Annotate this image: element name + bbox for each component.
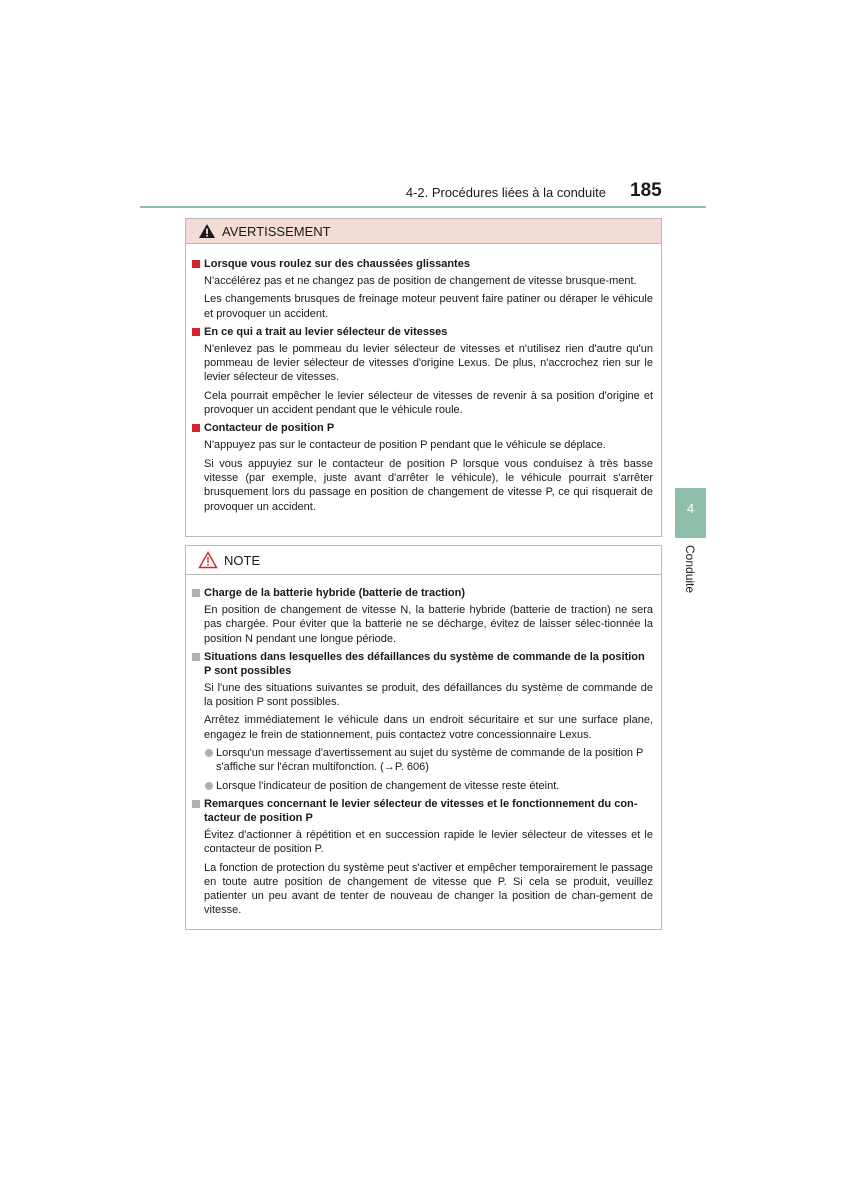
section-title: 4-2. Procédures liées à la conduite xyxy=(405,185,606,200)
chapter-tab xyxy=(675,488,706,538)
note-paragraph: La fonction de protection du système peut s'activer et empêcher temporairement le passage en toute autre position de changement de vitesse que P. Si cela se produit, veuillez patienter un peu avant de tenter de nouveau de changer la position de chan-gement de vitesse. xyxy=(204,861,653,917)
note-bullet: Lorsque l'indicateur de position de changement de vitesse reste éteint. xyxy=(192,779,653,793)
note-bullet: Lorsqu'un message d'avertissement au sujet du système de commande de la position P s'affiche sur l'écran multifonction. (→P. 606) xyxy=(192,746,653,775)
warning-triangle-icon xyxy=(198,223,216,239)
warning-paragraph: N'enlevez pas le pommeau du levier sélecteur de vitesses et n'utilisez rien d'autre qu'un pommeau de levier sélecteur de vitesses d'origine Lexus. De plus, n'accrochez rien sur le levier sélecteur de vitesses. xyxy=(204,342,653,384)
page-number: 185 xyxy=(630,180,662,201)
square-bullet-icon xyxy=(192,260,200,268)
caution-triangle-icon xyxy=(198,551,218,569)
square-bullet-icon xyxy=(192,800,200,808)
note-title: NOTE xyxy=(224,552,261,568)
warning-item-title: Lorsque vous roulez sur des chaussées glissantes xyxy=(192,257,653,271)
warning-paragraph: N'appuyez pas sur le contacteur de position P pendant que le véhicule se déplace. xyxy=(204,439,606,452)
note-body xyxy=(186,586,661,922)
warning-body xyxy=(186,257,661,518)
square-bullet-icon xyxy=(192,424,200,432)
round-bullet-icon xyxy=(205,782,213,790)
chapter-number: 4 xyxy=(686,501,695,516)
square-bullet-icon xyxy=(192,653,200,661)
square-bullet-icon xyxy=(192,328,200,336)
note-paragraph: En position de changement de vitesse N, la batterie hybride (batterie de traction) ne sera pas chargée. Pour éviter que la batterie ne se décharge, évitez de laisser sélec-tionnée la position N pendant une longue période. xyxy=(204,604,653,645)
chapter-label: Conduite xyxy=(683,545,697,594)
warning-paragraph: Cela pourrait empêcher le levier sélecteur de vitesses de revenir à sa position d'origine et provoquer un accident pendant que le véhicule roule. xyxy=(204,389,653,417)
warning-item-title: Contacteur de position P xyxy=(192,421,653,435)
warning-item-title: En ce qui a trait au levier sélecteur de vitesses xyxy=(192,325,653,339)
round-bullet-icon xyxy=(205,749,213,757)
warning-box xyxy=(185,218,662,537)
note-item-title: Situations dans lesquelles des défaillances du système de commande de la position P sont possibles xyxy=(192,650,653,678)
note-paragraph: Arrêtez immédiatement le véhicule dans un endroit sécuritaire et sur une surface plane, engagez le frein de stationnement, puis contactez votre concessionnaire Lexus. xyxy=(204,714,653,741)
warning-header xyxy=(186,219,661,244)
note-box xyxy=(185,545,662,930)
square-bullet-icon xyxy=(192,589,200,597)
warning-paragraph: N'accélérez pas et ne changez pas de position de changement de vitesse brusque-ment. xyxy=(204,275,637,287)
warning-title: AVERTISSEMENT xyxy=(222,223,331,239)
note-header xyxy=(186,546,661,575)
warning-paragraph: Si vous appuyiez sur le contacteur de position P lorsque vous conduisez à très basse vitesse (par exemple, juste avant d'arrêter le véhicule), le véhicule pourrait s'arrêter brusquement lors du passage en position de changement de vitesse P, ce qui risquerait de provoquer un accident. xyxy=(204,457,653,513)
note-item-title: Charge de la batterie hybride (batterie de traction) xyxy=(192,586,653,600)
note-paragraph: Si l'une des situations suivantes se produit, des défaillances du système de commande de la position P sont possibles. xyxy=(204,681,653,709)
note-paragraph: Évitez d'actionner à répétition et en succession rapide le levier sélecteur de vitesses et le contacteur de position P. xyxy=(204,828,653,856)
warning-paragraph: Les changements brusques de freinage moteur peuvent faire patiner ou déraper le véhicule et provoquer un accident. xyxy=(204,293,653,320)
header-rule xyxy=(140,206,706,208)
note-item-title: Remarques concernant le levier sélecteur de vitesses et le fonctionnement du con-tacteur de position P xyxy=(192,797,653,825)
